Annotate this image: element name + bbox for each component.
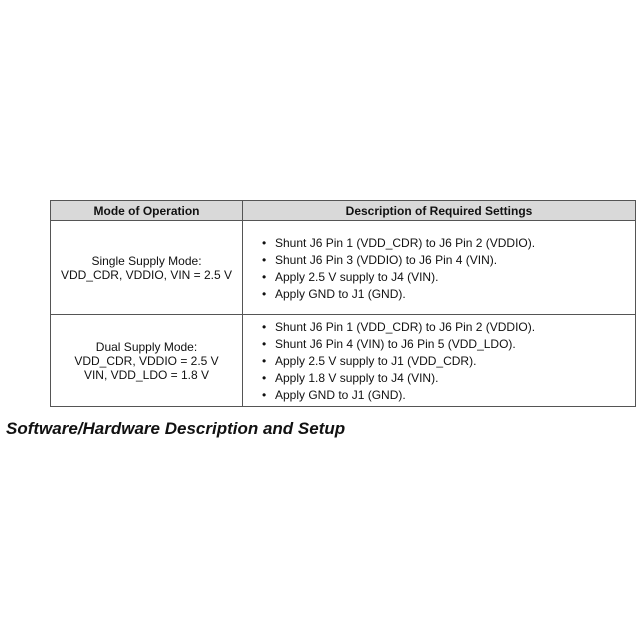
bullet-icon: • bbox=[262, 269, 267, 284]
mode-cell-dual-supply bbox=[51, 315, 243, 407]
list-item bbox=[243, 370, 635, 387]
mode-label: Single Supply Mode: bbox=[91, 253, 202, 268]
setting-text: Apply 2.5 V supply to J4 (VIN). bbox=[275, 269, 439, 284]
list-item bbox=[243, 235, 635, 252]
table-row-dual-supply bbox=[51, 315, 636, 407]
bullet-icon: • bbox=[262, 320, 267, 334]
settings-cell-dual-supply bbox=[243, 315, 636, 407]
bullet-icon: • bbox=[262, 235, 267, 250]
bullet-icon: • bbox=[262, 286, 267, 301]
list-item bbox=[243, 353, 635, 370]
list-item bbox=[243, 387, 635, 404]
section-heading: Software/Hardware Description and Setup bbox=[6, 419, 346, 438]
setting-text: Shunt J6 Pin 1 (VDD_CDR) to J6 Pin 2 (VDDIO). bbox=[275, 235, 536, 250]
setting-text: Shunt J6 Pin 4 (VIN) to J6 Pin 5 (VDD_LDO). bbox=[275, 337, 516, 351]
setting-text: Shunt J6 Pin 3 (VDDIO) to J6 Pin 4 (VIN). bbox=[275, 252, 498, 267]
setting-text: Apply 2.5 V supply to J1 (VDD_CDR). bbox=[275, 354, 477, 368]
mode-cell-single-supply bbox=[51, 221, 243, 315]
table-row-single-supply bbox=[51, 221, 636, 315]
list-item bbox=[243, 269, 635, 286]
list-item bbox=[243, 286, 635, 303]
mode-voltage: VDD_CDR, VDDIO = 2.5 V bbox=[74, 353, 219, 368]
settings-list bbox=[243, 315, 635, 406]
mode-label: Dual Supply Mode: bbox=[95, 339, 198, 354]
list-item bbox=[243, 336, 635, 353]
bullet-icon: • bbox=[262, 388, 267, 402]
settings-table bbox=[50, 200, 636, 407]
list-item bbox=[243, 319, 635, 336]
setting-text: Apply 1.8 V supply to J4 (VIN). bbox=[275, 371, 439, 385]
bullet-icon: • bbox=[262, 371, 267, 385]
setting-text: Apply GND to J1 (GND). bbox=[275, 388, 406, 402]
bullet-icon: • bbox=[262, 337, 267, 351]
header-description-of-required-settings: Description of Required Settings bbox=[243, 201, 636, 221]
settings-cell-single-supply bbox=[243, 221, 636, 315]
list-item bbox=[243, 252, 635, 269]
setting-text: Shunt J6 Pin 1 (VDD_CDR) to J6 Pin 2 (VDDIO). bbox=[275, 320, 536, 334]
table-header-row bbox=[51, 201, 636, 221]
bullet-icon: • bbox=[262, 252, 267, 267]
header-mode-of-operation: Mode of Operation bbox=[51, 201, 243, 221]
settings-list bbox=[243, 231, 635, 305]
setting-text: Apply GND to J1 (GND). bbox=[275, 286, 406, 301]
mode-voltage: VIN, VDD_LDO = 1.8 V bbox=[83, 367, 210, 382]
mode-voltage: VDD_CDR, VDDIO, VIN = 2.5 V bbox=[60, 267, 233, 282]
bullet-icon: • bbox=[262, 354, 267, 368]
